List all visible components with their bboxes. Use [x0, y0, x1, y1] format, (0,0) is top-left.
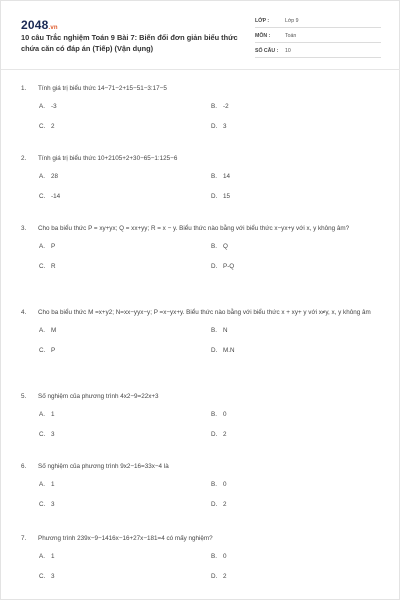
option-letter: B. [211, 103, 217, 110]
meta-value: Toán [285, 33, 297, 39]
option-d[interactable] [211, 261, 234, 272]
meta-label: LỚP : [255, 18, 270, 24]
question-number: 5. [21, 393, 27, 400]
meta-label: SỐ CÂU : [255, 48, 279, 54]
option-a[interactable] [39, 551, 55, 562]
option-text: -2 [223, 103, 229, 110]
question-text [21, 153, 381, 164]
option-letter: D. [211, 573, 218, 580]
meta-value: 10 [285, 48, 291, 54]
option-a[interactable] [39, 241, 55, 252]
option-text: 1 [51, 481, 55, 488]
option-b[interactable] [211, 325, 228, 336]
meta-row-grade [255, 15, 381, 28]
options-row [21, 429, 381, 440]
option-letter: D. [211, 431, 218, 438]
option-a[interactable] [39, 171, 58, 182]
question-text [21, 83, 381, 94]
question-number: 4. [21, 309, 27, 316]
option-letter: B. [211, 411, 217, 418]
options-row [21, 171, 381, 182]
option-text: 2 [223, 573, 227, 580]
question-2 [21, 153, 381, 202]
option-text: 1 [51, 411, 55, 418]
option-text: 3 [51, 573, 55, 580]
option-d[interactable] [211, 429, 227, 440]
option-letter: A. [39, 103, 45, 110]
option-c[interactable] [39, 499, 55, 510]
option-d[interactable] [211, 191, 230, 202]
question-6 [21, 461, 381, 510]
question-number: 7. [21, 535, 27, 542]
question-body: Tính giá trị biểu thức 10+2105+2+30−65−1:125−6 [38, 155, 178, 162]
option-letter: B. [211, 481, 217, 488]
option-text: 2 [223, 431, 227, 438]
options-row [21, 345, 381, 356]
options-row [21, 101, 381, 112]
question-body: Số nghiệm của phương trình 4x2−9=22x+3 [38, 393, 159, 400]
option-a[interactable] [39, 101, 57, 112]
option-text: P [51, 243, 56, 250]
options-row [21, 191, 381, 202]
meta-value: Lớp 9 [285, 18, 299, 24]
option-b[interactable] [211, 409, 227, 420]
option-letter: A. [39, 327, 45, 334]
option-c[interactable] [39, 191, 60, 202]
option-letter: B. [211, 243, 217, 250]
option-letter: D. [211, 501, 218, 508]
question-4 [21, 307, 381, 356]
option-c[interactable] [39, 571, 55, 582]
option-text: 3 [223, 123, 227, 130]
option-text: N [223, 327, 228, 334]
option-d[interactable] [211, 499, 227, 510]
option-a[interactable] [39, 409, 55, 420]
option-letter: A. [39, 411, 45, 418]
question-text [21, 461, 381, 472]
option-c[interactable] [39, 345, 55, 356]
option-text: 15 [223, 193, 231, 200]
option-c[interactable] [39, 121, 55, 132]
logo-main-text: 2048 [21, 18, 49, 32]
option-text: 0 [223, 553, 227, 560]
option-letter: D. [211, 263, 218, 270]
option-b[interactable] [211, 101, 229, 112]
options-row [21, 241, 381, 252]
option-c[interactable] [39, 429, 55, 440]
meta-row-count [255, 45, 381, 58]
option-letter: C. [39, 193, 46, 200]
option-letter: C. [39, 263, 46, 270]
document-title: 10 câu Trắc nghiệm Toán 9 Bài 7: Biến đổi đơn giản biểu thức chứa căn có đáp án (Tiếp) (Vận dụng) [21, 33, 238, 53]
option-text: P-Q [223, 263, 235, 270]
logo-suffix-text: .vn [48, 25, 58, 31]
option-letter: C. [39, 573, 46, 580]
options-row [21, 261, 381, 272]
option-c[interactable] [39, 261, 56, 272]
option-text: 3 [51, 431, 55, 438]
option-a[interactable] [39, 479, 55, 490]
site-logo[interactable] [21, 18, 58, 32]
question-body: Cho ba biểu thức M =x+y2; N=xx−yyx−y; P =x−yx+y. Biểu thức nào bằng với biểu thức x + xy+ y với x≠y, x, y không âm [38, 309, 371, 316]
question-5 [21, 391, 381, 440]
question-7 [21, 533, 381, 582]
option-text: 2 [51, 123, 55, 130]
question-3 [21, 223, 381, 272]
question-number: 6. [21, 463, 27, 470]
option-letter: B. [211, 553, 217, 560]
options-row [21, 409, 381, 420]
option-letter: C. [39, 431, 46, 438]
question-number: 1. [21, 85, 27, 92]
option-letter: C. [39, 123, 46, 130]
question-text [21, 533, 381, 544]
meta-row-subject [255, 30, 381, 43]
header-divider [1, 69, 400, 70]
option-letter: D. [211, 123, 218, 130]
option-d[interactable] [211, 345, 235, 356]
option-text: M [51, 327, 57, 334]
question-body: Cho ba biểu thức P = xy+yx; Q = xx+yy; R = x − y. Biểu thức nào bằng với biểu thức x−yx+y với x, y không âm? [38, 225, 350, 232]
option-b[interactable] [211, 551, 227, 562]
options-row [21, 551, 381, 562]
option-text: 28 [51, 173, 59, 180]
options-row [21, 571, 381, 582]
option-text: 3 [51, 501, 55, 508]
option-letter: A. [39, 173, 45, 180]
option-text: 1 [51, 553, 55, 560]
question-text [21, 223, 381, 234]
options-row [21, 121, 381, 132]
option-text: -14 [51, 193, 61, 200]
option-letter: D. [211, 347, 218, 354]
options-row [21, 499, 381, 510]
option-a[interactable] [39, 325, 56, 336]
question-body: Tính giá trị biểu thức 14−71−2+15−51−3:17−5 [38, 85, 167, 92]
option-text: 0 [223, 411, 227, 418]
option-letter: C. [39, 501, 46, 508]
option-letter: B. [211, 327, 217, 334]
option-b[interactable] [211, 171, 230, 182]
option-letter: D. [211, 193, 218, 200]
question-text [21, 307, 381, 318]
option-letter: B. [211, 173, 217, 180]
option-b[interactable] [211, 479, 227, 490]
option-text: -3 [51, 103, 57, 110]
option-d[interactable] [211, 121, 227, 132]
question-number: 3. [21, 225, 27, 232]
question-1 [21, 83, 381, 132]
question-text [21, 391, 381, 402]
option-letter: A. [39, 243, 45, 250]
option-letter: A. [39, 553, 45, 560]
option-d[interactable] [211, 571, 227, 582]
options-row [21, 479, 381, 490]
question-body: Số nghiệm của phương trình 9x2−16=33x−4 là [38, 463, 169, 470]
option-text: 0 [223, 481, 227, 488]
option-text: P [51, 347, 56, 354]
question-body: Phương trình 239x−9−1416x−16+27x−181=4 có mấy nghiệm? [38, 535, 213, 542]
option-text: Q [223, 243, 228, 250]
meta-label: MÔN : [255, 33, 271, 39]
option-b[interactable] [211, 241, 228, 252]
option-letter: A. [39, 481, 45, 488]
option-text: 2 [223, 501, 227, 508]
question-number: 2. [21, 155, 27, 162]
option-text: M.N [223, 347, 235, 354]
options-row [21, 325, 381, 336]
option-text: 14 [223, 173, 231, 180]
option-letter: C. [39, 347, 46, 354]
option-text: R [51, 263, 56, 270]
